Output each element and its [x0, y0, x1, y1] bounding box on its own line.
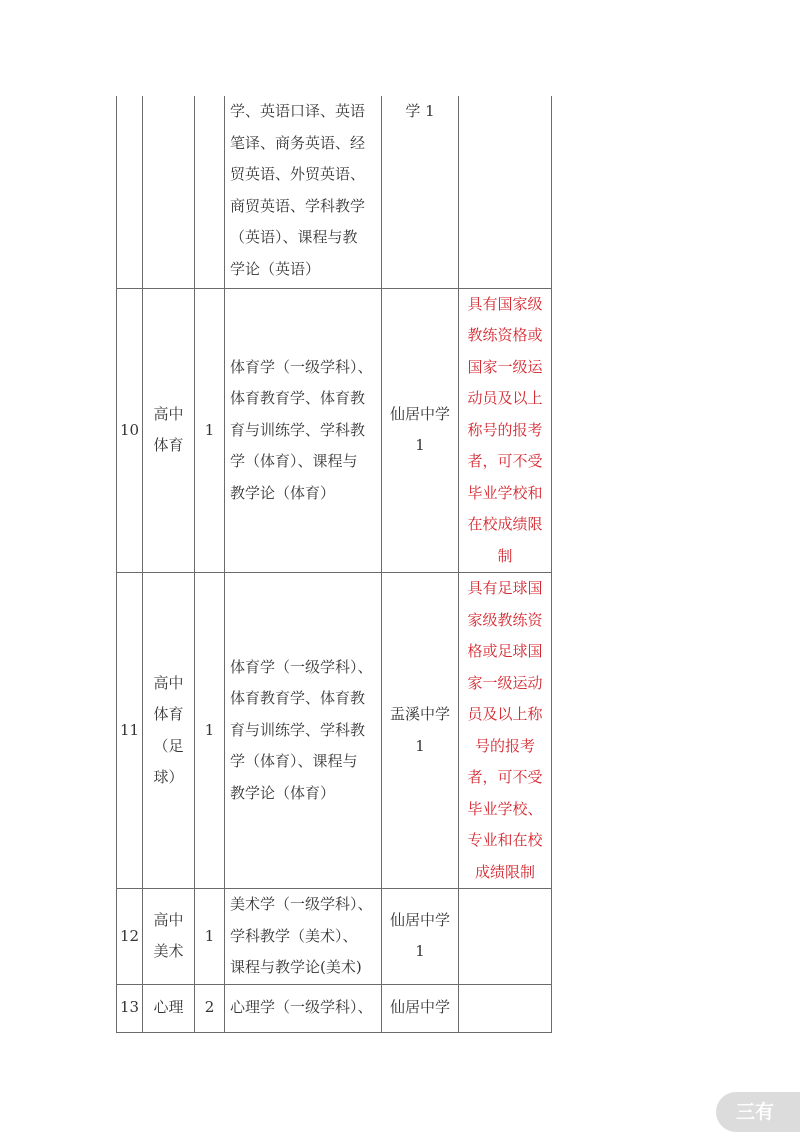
specialty-cell: 体育学（一级学科）、 体育教育学、体育教 育与训练学、学科教 学（体育）、课程与 教学论（体育）: [225, 288, 382, 573]
school-cell: 仙居中学 1: [382, 288, 459, 573]
specialty-cell: 体育学（一级学科）、 体育教育学、体育教 育与训练学、学科教 学（体育）、课程与 教学论（体育）: [225, 573, 382, 889]
count-cell: 1: [195, 889, 225, 985]
count-cell: [195, 96, 225, 288]
school-cell: 仙居中学: [382, 984, 459, 1032]
table-row: [117, 96, 552, 288]
row-number: 10: [117, 288, 143, 573]
watermark-logo: 三有: [716, 1092, 800, 1132]
count-cell: 2: [195, 984, 225, 1032]
table-row: [117, 288, 552, 573]
subject-cell: [143, 96, 195, 288]
school-cell: 盂溪中学 1: [382, 573, 459, 889]
subject-cell: 高中 体育 （足 球）: [143, 573, 195, 889]
row-number: 13: [117, 984, 143, 1032]
table-row: [117, 573, 552, 889]
specialty-cell: 学、英语口译、英语 笔译、商务英语、经 贸英语、外贸英语、 商贸英语、学科教学 （英语）、课程与教 学论（英语）: [225, 96, 382, 288]
specialty-cell: 心理学（一级学科）、: [225, 984, 382, 1032]
table-row: [117, 984, 552, 1032]
remark-cell: 具有足球国 家级教练资 格或足球国 家一级运动 员及以上称 号的报考 者，可不受 毕业学校、 专业和在校 成绩限制: [459, 573, 552, 889]
table-row: [117, 889, 552, 985]
subject-cell: 高中 美术: [143, 889, 195, 985]
school-cell: 学 1: [382, 96, 459, 288]
remark-cell: [459, 984, 552, 1032]
row-number: 11: [117, 573, 143, 889]
remark-cell: 具有国家级 教练资格或 国家一级运 动员及以上 称号的报考 者，可不受 毕业学校和 在校成绩限 制: [459, 288, 552, 573]
subject-cell: 心理: [143, 984, 195, 1032]
remark-cell: [459, 96, 552, 288]
remark-cell: [459, 889, 552, 985]
specialty-cell: 美术学（一级学科）、 学科教学（美术）、 课程与教学论(美术): [225, 889, 382, 985]
school-cell: 仙居中学 1: [382, 889, 459, 985]
count-cell: 1: [195, 288, 225, 573]
recruitment-table: [116, 96, 552, 1033]
count-cell: 1: [195, 573, 225, 889]
row-number: [117, 96, 143, 288]
subject-cell: 高中 体育: [143, 288, 195, 573]
row-number: 12: [117, 889, 143, 985]
